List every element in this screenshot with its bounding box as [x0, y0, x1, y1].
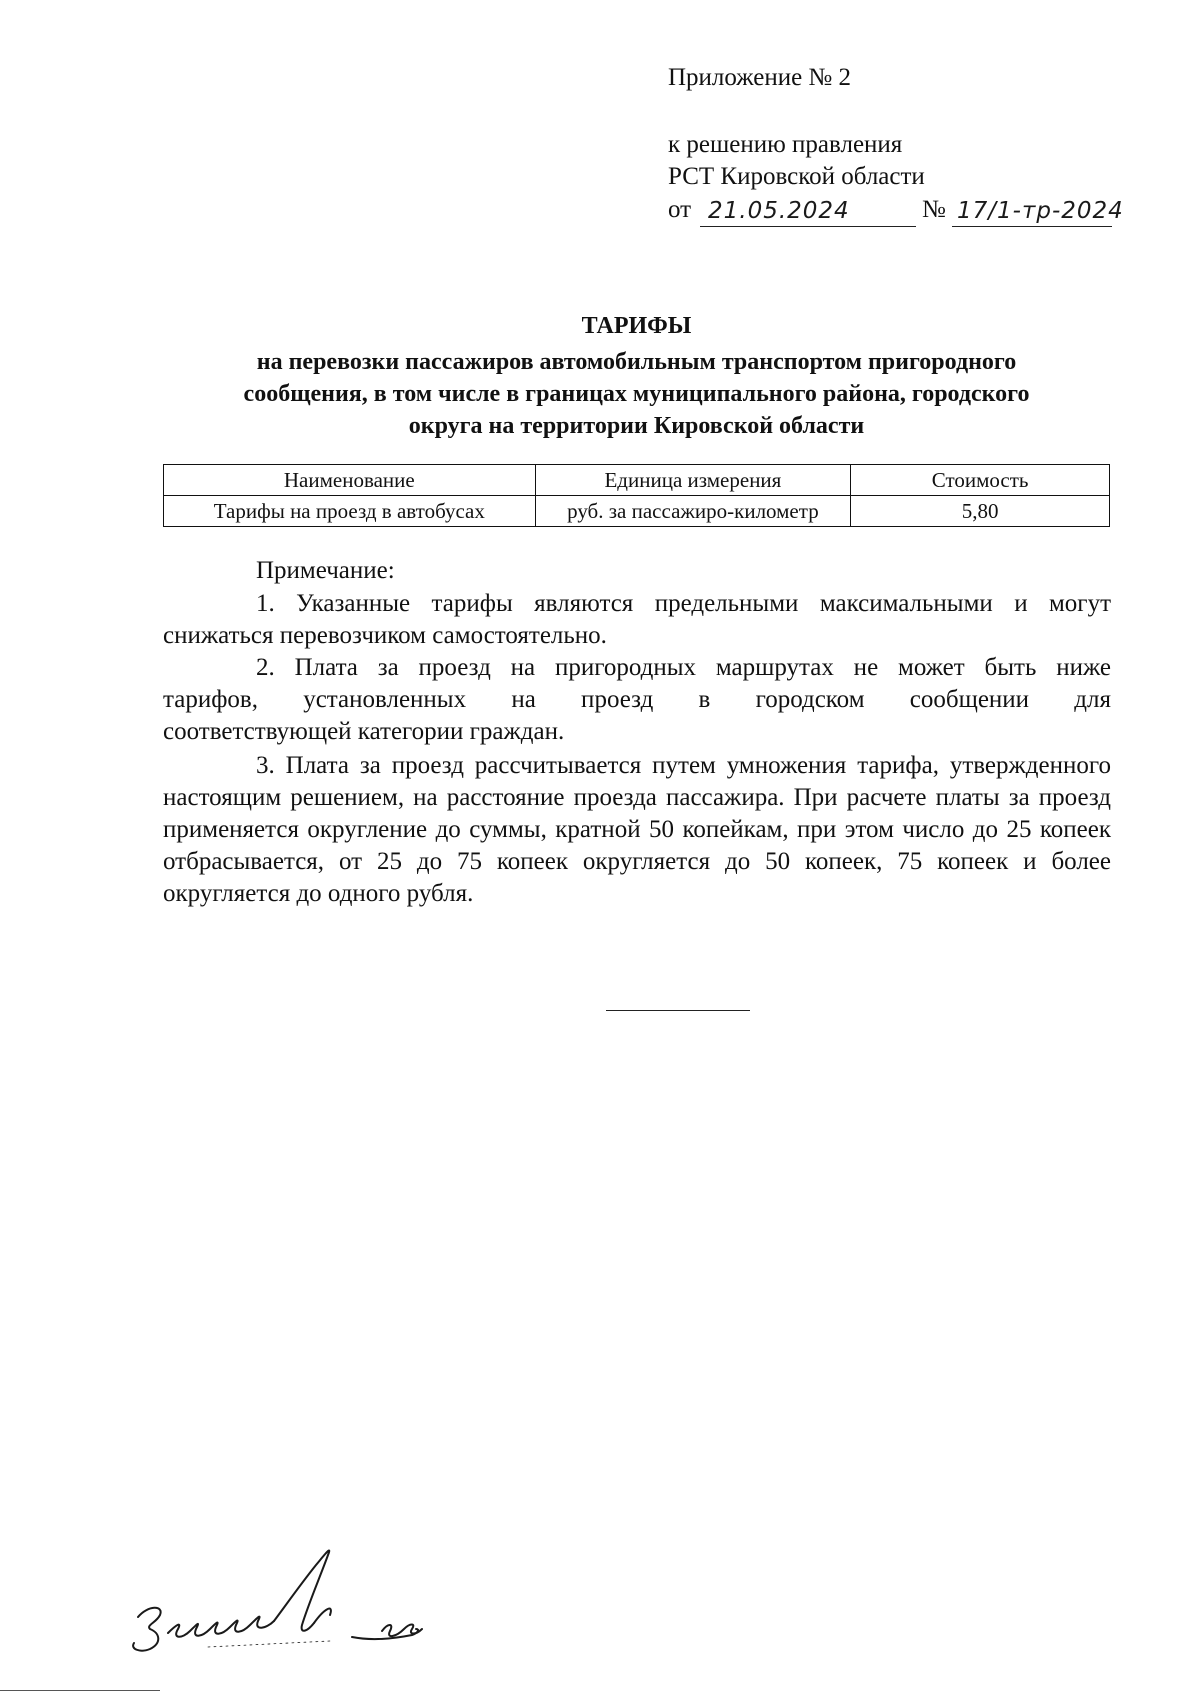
note-item-2-line-3: соответствующей категории граждан. [163, 718, 565, 745]
title-line-2: сообщения, в том числе в границах муниципального района, городского [243, 381, 1030, 407]
notes-heading: Примечание: [256, 557, 395, 584]
document-title: ТАРИФЫ [581, 313, 692, 339]
column-header-name: Наименование [164, 465, 536, 496]
note-item-1: 1. Указанные тарифы являются предельными максимальными и могут снижаться перевозчиком самостоятельно. [163, 590, 1111, 649]
cell-name: Тарифы на проезд в автобусах [164, 496, 536, 527]
appendix-label: Приложение № 2 [668, 64, 852, 91]
note-item-2-line-2: тарифов, установленных на проезд в городском сообщении для [163, 686, 1111, 713]
title-line-1: на перевозки пассажиров автомобильным транспортом пригородного [256, 349, 1017, 375]
table-row [164, 496, 1110, 527]
date-prefix: от [668, 196, 692, 223]
note-item-2-line-1: 2. Плата за проезд на пригородных маршрутах не может быть ниже [256, 654, 1111, 681]
table-header-row [164, 465, 1110, 496]
column-header-unit: Единица измерения [535, 465, 851, 496]
date-underline [700, 226, 916, 227]
handwritten-date: 21.05.2024 [708, 198, 850, 224]
closing-separator [606, 1010, 750, 1011]
title-line-3: округа на территории Кировской области [408, 413, 865, 439]
number-prefix: № [922, 196, 946, 223]
decision-line: к решению правления [668, 131, 903, 158]
handwritten-number: 17/1-тр-2024 [957, 198, 1124, 224]
tariff-table [163, 464, 1110, 527]
column-header-cost: Стоимость [851, 465, 1110, 496]
authority-line: РСТ Кировской области [668, 163, 925, 190]
cell-unit: руб. за пассажиро-километр [535, 496, 851, 527]
number-underline [952, 226, 1112, 227]
signature [120, 1525, 480, 1665]
cell-cost: 5,80 [851, 496, 1110, 527]
scan-edge-line [0, 1690, 160, 1691]
note-item-3: 3. Плата за проезд рассчитывается путем умножения тарифа, утвержденного настоящим решением, на расстояние проезда пассажира. При расчете платы за проезд применяется округление до суммы, кратной 50 копейкам, при этом число до 25 копеек отбрасывается, от 25 до 75 копеек округляется до 50 копеек, 75 копеек и более округляется до одного рубля. [163, 752, 1111, 907]
